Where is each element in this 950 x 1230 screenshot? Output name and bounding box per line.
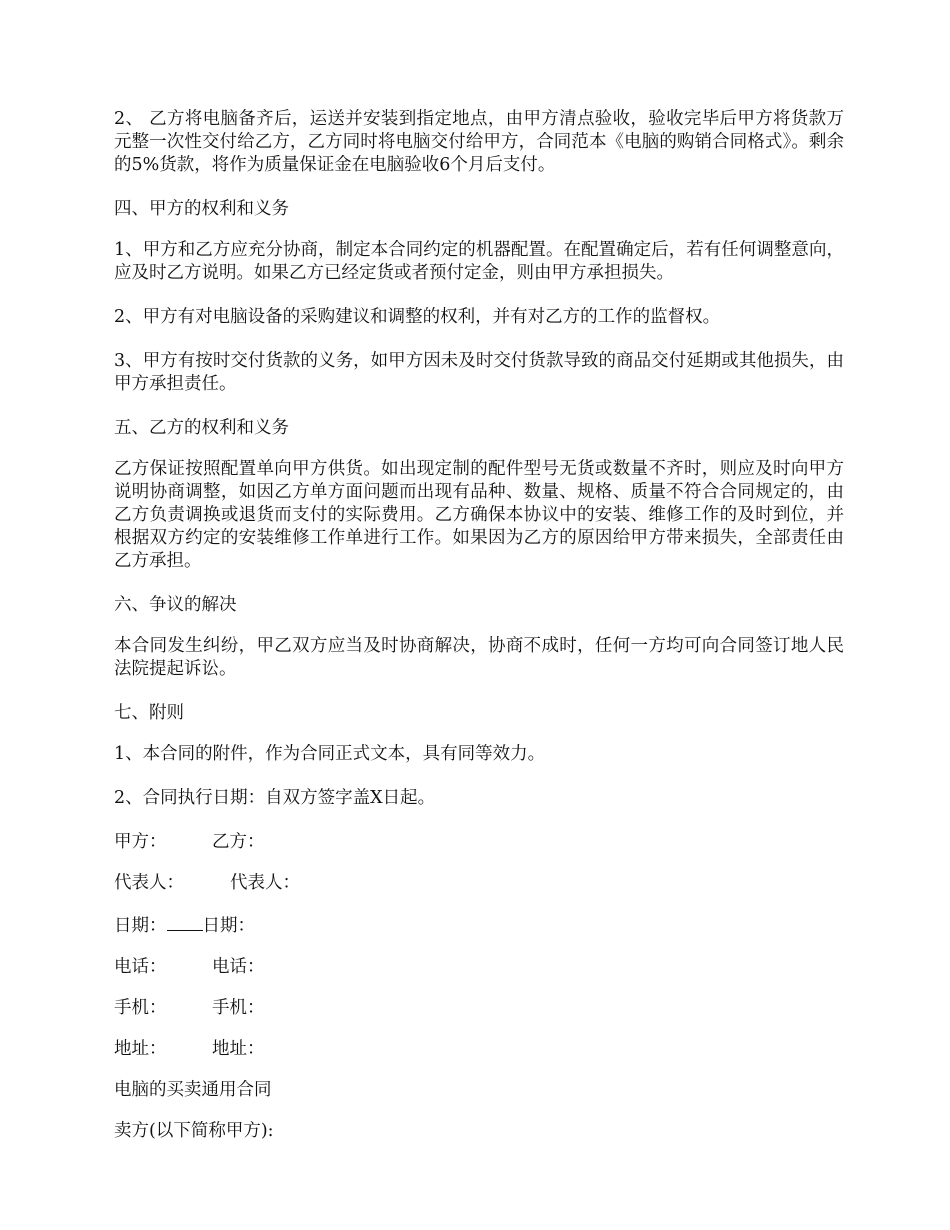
signature-row-representative [114, 872, 844, 895]
date-b-label: 日期： [202, 916, 255, 936]
signature-row-mobile [114, 997, 844, 1020]
date-a-label: 日期： [114, 916, 167, 936]
address-b-label: 地址： [212, 1039, 265, 1059]
section-heading-party-b-rights: 五、乙方的权利和义务 [114, 418, 289, 438]
representative-b-label: 代表人： [230, 873, 300, 893]
phone-a-label: 电话： [114, 957, 167, 977]
representative-a-label: 代表人： [114, 873, 184, 893]
signature-row-party [114, 831, 844, 854]
signature-row-address [114, 1038, 844, 1061]
date-blank-line [167, 913, 203, 931]
paragraph-payment: 2、 乙方将电脑备齐后，运送并安装到指定地点，由甲方清点验收，验收完毕后甲方将货款万元整一次性交付给乙方，乙方同时将电脑交付给甲方，合同范本《电脑的购销合同格式》。剩余的5%货款，将作为质量保证金在电脑验收6个月后支付。 [114, 109, 844, 175]
paragraph-party-a-1: 1、甲方和乙方应充分协商，制定本合同约定的机器配置。在配置确定后，若有任何调整意向，应及时乙方说明。如果乙方已经定货或者预付定金，则由甲方承担损失。 [114, 240, 844, 283]
mobile-a-label: 手机： [114, 998, 167, 1018]
paragraph-party-a-3: 3、甲方有按时交付货款的义务，如甲方因未及时交付货款导致的商品交付延期或其他损失，由甲方承担责任。 [114, 351, 844, 394]
party-b-label: 乙方： [212, 832, 265, 852]
party-a-label: 甲方： [114, 832, 167, 852]
document-page [114, 108, 844, 1161]
paragraph-supplementary-1: 1、本合同的附件，作为合同正式文本，具有同等效力。 [114, 744, 546, 764]
signature-row-date [114, 913, 844, 938]
mobile-b-label: 手机： [212, 998, 265, 1018]
paragraph-party-b: 乙方保证按照配置单向甲方供货。如出现定制的配件型号无货或数量不齐时，则应及时向甲方说明协商调整，如因乙方单方面问题而出现有品种、数量、规格、质量不符合合同规定的，由乙方负责调换或退货而支付的实际费用。乙方确保本协议中的安装、维修工作的及时到位，并根据双方约定的安装维修工作单进行工作。如果因为乙方的原因给甲方带来损失，全部责任由乙方承担。 [114, 459, 844, 571]
section-heading-party-a-rights: 四、甲方的权利和义务 [114, 199, 289, 219]
section-heading-dispute: 六、争议的解决 [114, 595, 237, 615]
seller-label: 卖方(以下简称甲方): [114, 1121, 274, 1141]
next-contract-title: 电脑的买卖通用合同 [114, 1080, 272, 1100]
paragraph-party-a-2: 2、甲方有对电脑设备的采购建议和调整的权利，并有对乙方的工作的监督权。 [114, 307, 721, 327]
section-heading-supplementary: 七、附则 [114, 703, 184, 723]
signature-row-phone [114, 956, 844, 979]
address-a-label: 地址： [114, 1039, 167, 1059]
paragraph-dispute: 本合同发生纠纷，甲乙双方应当及时协商解决，协商不成时，任何一方均可向合同签订地人民法院提起诉讼。 [114, 636, 844, 679]
phone-b-label: 电话： [212, 957, 265, 977]
paragraph-supplementary-2: 2、合同执行日期：自双方签字盖X日起。 [114, 788, 436, 808]
